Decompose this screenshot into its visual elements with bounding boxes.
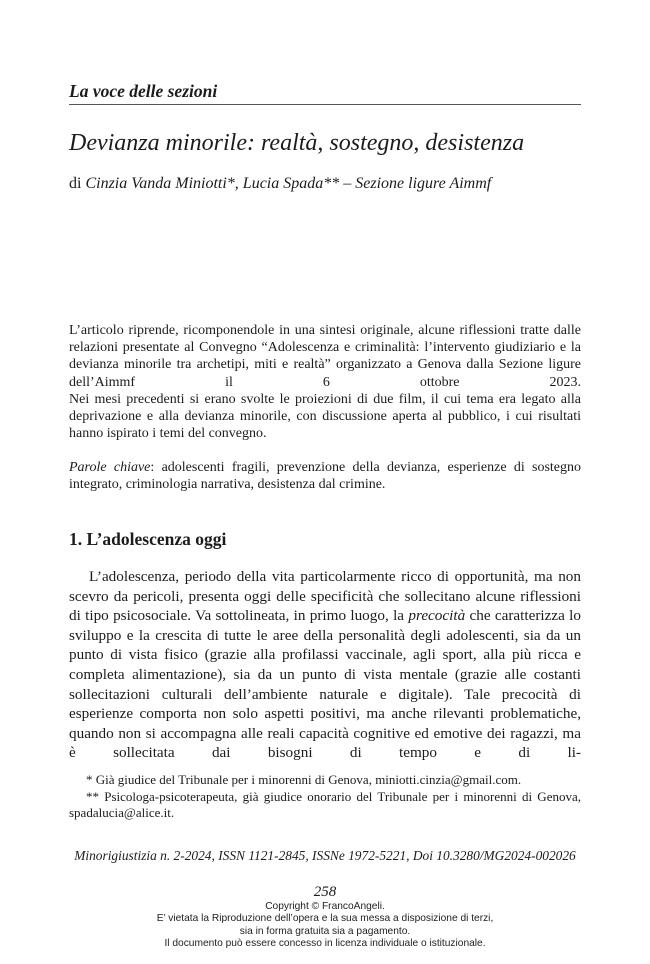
keywords-label: Parole chiave xyxy=(69,460,151,475)
byline-prefix: di xyxy=(69,175,86,192)
section-heading: La voce delle sezioni xyxy=(69,81,218,101)
body-paragraph xyxy=(69,567,581,763)
body-emphasis: precocità xyxy=(408,607,466,625)
footnote: * Già giudice del Tribunale per i minorenni di Genova, miniotti.cinzia@gmail.com. xyxy=(86,772,522,787)
abstract-paragraph: L’articolo riprende, ricomponendole in una sintesi originale, alcune riflessioni tratte dalle relazioni presentate al Convegno “Adolescenza e criminalità: l’intervento giudiziario e la devianza minorile tra archetipi, miti e realtà” organizzato a Genova dalla Sezione ligure dell’Aimmf il 6 ottobre 2023. xyxy=(69,323,581,390)
abstract-paragraph: Nei mesi precedenti si erano svolte le proiezioni di due film, il cui tema era legato alla deprivazione e alla devianza minorile, con discussione aperta al pubblico, i cui risultati hanno ispirato i temi del convegno. xyxy=(69,391,581,442)
body-text-part: L’adolescenza, periodo della vita particolarmente ricco di opportunità, ma non scevro da pericoli, presenta oggi delle specificità che sollecitano alcune riflessioni di tipo psicosociale. Va sottolineata, in primo luogo, la xyxy=(69,568,581,625)
keywords-text: : adolescenti fragili, prevenzione della devianza, esperienze di sostegno integrato, criminologia narrativa, desistenza dal crimine. xyxy=(69,460,582,493)
copyright-line: Il documento può essere concesso in licenza individuale o istituzionale. xyxy=(164,937,486,949)
copyright-line: E’ vietata la Riproduzione dell’opera e la sua messa a disposizione di terzi, xyxy=(156,913,494,925)
copyright-notice xyxy=(0,901,650,950)
copyright-line: sia in forma gratuita sia a pagamento. xyxy=(239,925,411,937)
heading-divider xyxy=(69,104,581,105)
abstract xyxy=(69,322,581,442)
keywords xyxy=(69,459,581,493)
body-text-part: che caratterizza lo sviluppo e la crescita di tutte le aree della personalità degli adolescenti, sia da un punto di vista fisico (grazie alla profilassi vaccinale, agli sport, alla più ricca e completa alimentazione), sia da un punto di vista mentale (grazie alle costanti sollecitazioni culturali dell’ambiente naturale e digitale). Tale precocità di esperienze comporta non solo aspetti positivi, ma anche rilevanti problematiche, quando non si accompagna alle reali capacità cognitive ed emotive dei ragazzi, ma è sollecitata dai bisogni di tempo e di li- xyxy=(69,607,581,762)
footnote: ** Psicologa-psicoterapeuta, già giudice onorario del Tribunale per i minorenni di Genova, spadalucia@alice.it. xyxy=(69,788,581,820)
section-1-body xyxy=(69,567,581,763)
article-title: Devianza minorile: realtà, sostegno, desistenza xyxy=(69,130,525,156)
page-number: 258 xyxy=(313,884,337,900)
journal-citation: Minorigiustizia n. 2-2024, ISSN 1121-2845, ISSNe 1972-5221, Doi 10.3280/MG2024-002026 xyxy=(74,848,576,863)
byline-authors: Cinzia Vanda Miniotti*, Lucia Spada** – Sezione ligure Aimmf xyxy=(85,175,492,192)
byline xyxy=(69,173,609,195)
footnotes xyxy=(69,772,581,822)
copyright-line: Copyright © FrancoAngeli. xyxy=(265,901,385,912)
section-1-heading: 1. L’adolescenza oggi xyxy=(69,529,227,549)
